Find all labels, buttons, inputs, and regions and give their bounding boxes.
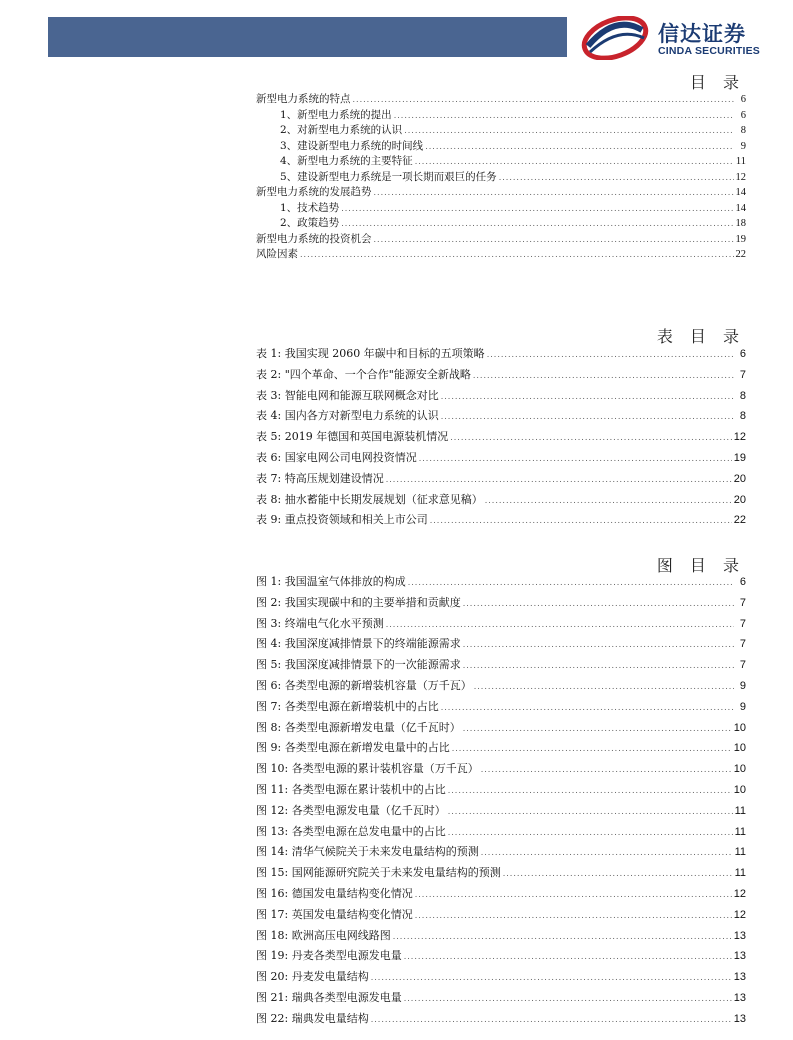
figure-entry[interactable]: 图 9: 各类型电源在新增发电量中的占比 ..... 10: [256, 739, 746, 760]
toc-entry[interactable]: 5、建设新型电力系统是一项长期而艰巨的任务 ..... 12: [256, 169, 746, 185]
table-entry[interactable]: 表 5: 2019 年德国和英国电源装机情况 ..... 12: [256, 428, 746, 449]
figure-entry[interactable]: 图 3: 终端电气化水平预测 ..... 7: [256, 615, 746, 636]
toc-entry[interactable]: 新型电力系统的发展趋势 ..... 14: [256, 184, 746, 200]
figure-entry[interactable]: 图 20: 丹麦发电量结构 ..... 13: [256, 968, 746, 989]
figure-entry[interactable]: 图 18: 欧洲高压电网线路图 ..... 13: [256, 927, 746, 948]
table-entry[interactable]: 表 6: 国家电网公司电网投资情况 ..... 19: [256, 449, 746, 470]
company-logo: [580, 14, 780, 62]
cinda-logo-icon: [580, 16, 650, 60]
toc-entry[interactable]: 新型电力系统的投资机会 ..... 19: [256, 231, 746, 247]
figure-entry[interactable]: 图 5: 我国深度减排情景下的一次能源需求 ..... 7: [256, 656, 746, 677]
figure-entry[interactable]: 图 11: 各类型电源在累计装机中的占比 ..... 10: [256, 781, 746, 802]
figure-entry[interactable]: 图 14: 清华气候院关于未来发电量结构的预测 ..... 11: [256, 843, 746, 864]
figures-title: 图 目 录: [656, 556, 745, 575]
table-entry[interactable]: 表 9: 重点投资领域和相关上市公司 ..... 22: [256, 511, 746, 532]
table-entry[interactable]: 表 2: "四个革命、一个合作"能源安全新战略 ..... 7: [256, 366, 746, 387]
figure-entry[interactable]: 图 8: 各类型电源新增发电量（亿千瓦时） ..... 10: [256, 719, 746, 740]
toc-entry[interactable]: 2、对新型电力系统的认识 ..... 8: [256, 122, 746, 138]
figure-entry[interactable]: 图 4: 我国深度减排情景下的终端能源需求 ..... 7: [256, 635, 746, 656]
toc-entry[interactable]: 4、新型电力系统的主要特征 ..... 11: [256, 153, 746, 169]
figure-entry[interactable]: 图 2: 我国实现碳中和的主要举措和贡献度 ..... 7: [256, 594, 746, 615]
toc-entry[interactable]: 3、建设新型电力系统的时间线 ..... 9: [256, 138, 746, 154]
figure-entry[interactable]: 图 15: 国网能源研究院关于未来发电量结构的预测 ..... 11: [256, 864, 746, 885]
contents-list: [256, 91, 746, 262]
toc-entry[interactable]: 2、政策趋势 ..... 18: [256, 215, 746, 231]
brand-name-cn: 信达证券: [658, 22, 746, 46]
figure-entry[interactable]: 图 17: 英国发电量结构变化情况 ..... 12: [256, 906, 746, 927]
table-entry[interactable]: 表 4: 国内各方对新型电力系统的认识 ..... 8: [256, 407, 746, 428]
toc-entry[interactable]: 新型电力系统的特点 ..... 6: [256, 91, 746, 107]
figure-entry[interactable]: 图 21: 瑞典各类型电源发电量 ..... 13: [256, 989, 746, 1010]
tables-list: [256, 345, 746, 532]
table-entry[interactable]: 表 7: 特高压规划建设情况 ..... 20: [256, 470, 746, 491]
figure-entry[interactable]: 图 12: 各类型电源发电量（亿千瓦时） ..... 11: [256, 802, 746, 823]
figure-entry[interactable]: 图 16: 德国发电量结构变化情况 ..... 12: [256, 885, 746, 906]
toc-entry[interactable]: 风险因素 ..... 22: [256, 246, 746, 262]
contents-title: 目 录: [689, 73, 745, 92]
header-bar: [48, 17, 567, 57]
figure-entry[interactable]: 图 22: 瑞典发电量结构 ..... 13: [256, 1010, 746, 1031]
figure-entry[interactable]: 图 10: 各类型电源的累计装机容量（万千瓦） ..... 10: [256, 760, 746, 781]
tables-title: 表 目 录: [656, 327, 745, 346]
table-entry[interactable]: 表 3: 智能电网和能源互联网概念对比 ..... 8: [256, 387, 746, 408]
figure-entry[interactable]: 图 19: 丹麦各类型电源发电量 ..... 13: [256, 947, 746, 968]
figure-entry[interactable]: 图 13: 各类型电源在总发电量中的占比 ..... 11: [256, 823, 746, 844]
figure-entry[interactable]: 图 1: 我国温室气体排放的构成 ..... 6: [256, 573, 746, 594]
toc-entry[interactable]: 1、技术趋势 ..... 14: [256, 200, 746, 216]
figures-list: [256, 573, 746, 1031]
brand-name-en: CINDA SECURITIES: [658, 45, 760, 57]
table-entry[interactable]: 表 8: 抽水蓄能中长期发展规划（征求意见稿） ..... 20: [256, 491, 746, 512]
figure-entry[interactable]: 图 6: 各类型电源的新增装机容量（万千瓦） ..... 9: [256, 677, 746, 698]
table-entry[interactable]: 表 1: 我国实现 2060 年碳中和目标的五项策略 ..... 6: [256, 345, 746, 366]
toc-entry[interactable]: 1、新型电力系统的提出 ..... 6: [256, 107, 746, 123]
figure-entry[interactable]: 图 7: 各类型电源在新增装机中的占比 ..... 9: [256, 698, 746, 719]
